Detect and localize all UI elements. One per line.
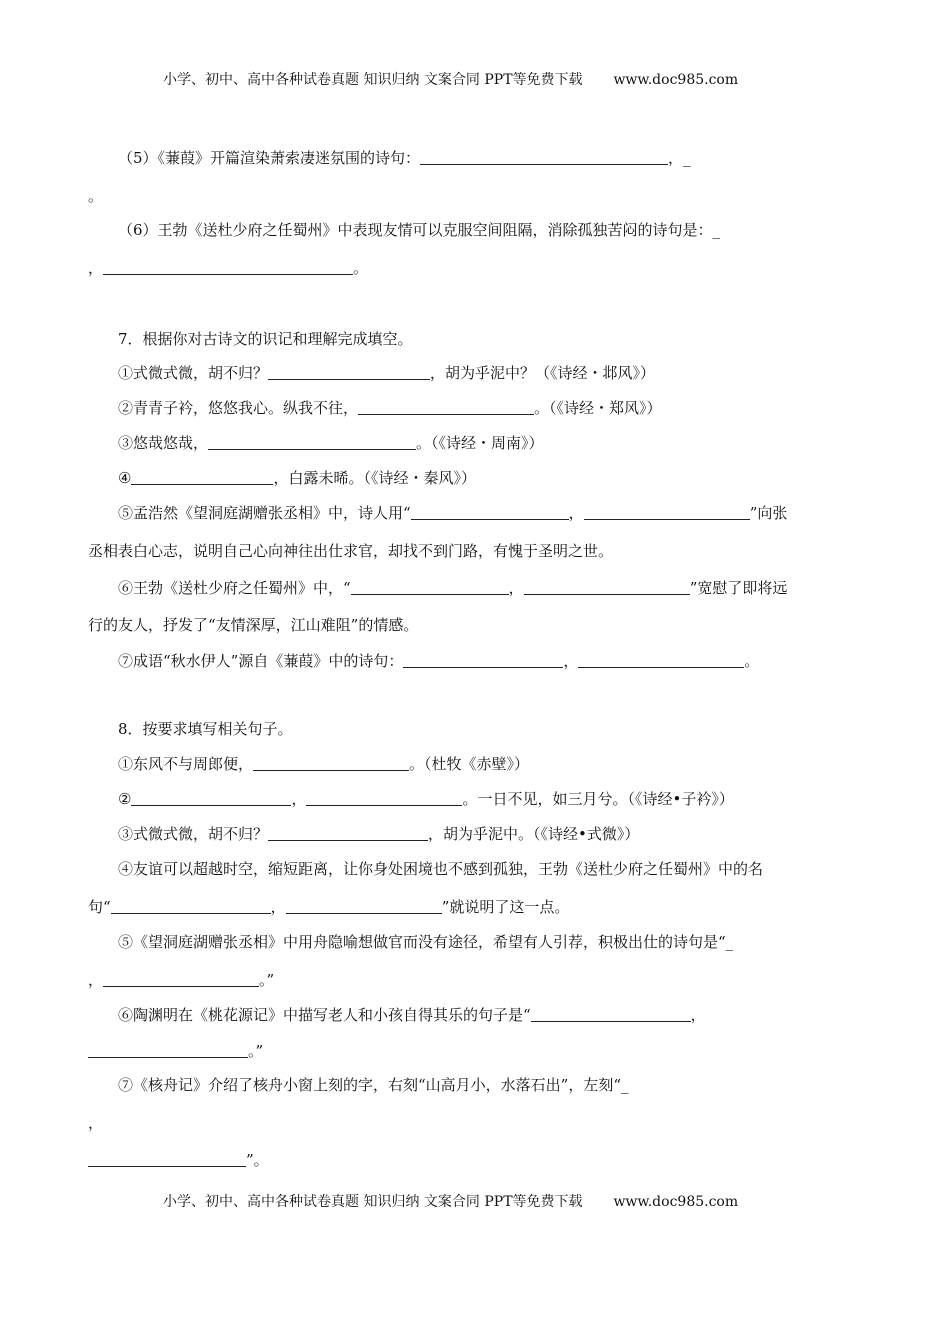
q7-item7: ⑦成语“秋水伊人”源自《蒹葭》中的诗句： ， 。 — [118, 652, 760, 670]
q7-item6-cont: 行的友人，抒发了“友情深厚，江山难阻”的情感。 — [88, 616, 419, 634]
q7-item2: ②青青子衿，悠悠我心。纵我不往， 。（《诗经・郑风》） — [118, 399, 662, 417]
q8-item1: ①东风不与周郎便， 。（杜牧《赤壁》） — [118, 755, 530, 773]
answer-blank[interactable] — [208, 435, 416, 450]
answer-blank[interactable] — [268, 365, 430, 380]
q8-item7: ⑦《核舟记》介绍了核舟小窗上刻的字，右刻“山高月小，水落石出”，左刻“_ — [118, 1076, 629, 1094]
answer-blank[interactable] — [351, 580, 509, 595]
answer-blank[interactable] — [524, 580, 690, 595]
q8-item7-cont: ”。 — [88, 1150, 269, 1170]
answer-blank[interactable] — [103, 260, 353, 275]
header-text: 小学、初中、高中各种试卷真题 知识归纳 文案合同 PPT等免费下载 — [163, 72, 583, 88]
q6-item6-cont: ， 。 — [88, 259, 369, 277]
answer-blank[interactable] — [88, 1152, 246, 1167]
q8-item6-cont: 。” — [88, 1041, 263, 1061]
q6-item5-end: 。 — [88, 187, 104, 205]
answer-blank[interactable] — [131, 470, 273, 485]
q8-item6: ⑥陶渊明在《桃花源记》中描写老人和小孩自得其乐的句子是“ ， — [118, 1006, 706, 1024]
answer-blank[interactable] — [411, 505, 569, 520]
answer-blank[interactable] — [578, 653, 744, 668]
answer-blank[interactable] — [531, 1007, 691, 1022]
footer-text: 小学、初中、高中各种试卷真题 知识归纳 文案合同 PPT等免费下载 — [163, 1194, 583, 1210]
q6-item6: （6）王勃《送杜少府之任蜀州》中表现友情可以克服空间阻隔，消除孤独苦闷的诗句是：_ — [118, 221, 721, 239]
answer-blank[interactable] — [306, 791, 462, 806]
page-footer — [163, 1192, 738, 1212]
answer-blank[interactable] — [403, 653, 563, 668]
q7-item5: ⑤孟浩然《望洞庭湖赠张丞相》中，诗人用“ ， ”向张 — [118, 504, 788, 522]
q7-item5-cont: 丞相表白心志，说明自己心向神往出仕求官，却找不到门路，有愧于圣明之世。 — [88, 542, 614, 560]
q8-item5: ⑤《望洞庭湖赠张丞相》中用舟隐喻想做官而没有途径，希望有人引荐，积极出仕的诗句是“_ — [118, 933, 734, 951]
q6-item5: （5）《蒹葭》开篇渲染萧索凄迷氛围的诗句： ，_ — [118, 149, 691, 167]
answer-blank[interactable] — [103, 972, 259, 987]
q7-item3: ③悠哉悠哉， 。（《诗经・周南》） — [118, 434, 544, 452]
q8-item7-comma: ， — [88, 1114, 104, 1132]
q7-title: 7．根据你对古诗文的识记和理解完成填空。 — [118, 330, 413, 348]
answer-blank[interactable] — [253, 756, 409, 771]
answer-blank[interactable] — [88, 1043, 248, 1058]
answer-blank[interactable] — [358, 400, 534, 415]
q8-item5-cont: ， 。” — [88, 971, 275, 989]
q7-item1: ①式微式微，胡不归？ ，胡为乎泥中？（《诗经・邶风》） — [118, 364, 656, 382]
footer-url: www.doc985.com — [613, 1194, 739, 1210]
q8-item4-cont: 句“ ， ”就说明了这一点。 — [88, 898, 570, 916]
header-url: www.doc985.com — [613, 72, 739, 88]
q8-item4: ④友谊可以超越时空，缩短距离，让你身处困境也不感到孤独，王勃《送杜少府之任蜀州》中的名 — [118, 860, 764, 878]
q7-item4: ④ ，白露未晞。（《诗经・秦风》） — [118, 469, 476, 487]
answer-blank[interactable] — [286, 899, 442, 914]
answer-blank[interactable] — [111, 899, 271, 914]
answer-blank[interactable] — [584, 505, 750, 520]
page-header — [163, 70, 738, 90]
q8-title: 8．按要求填写相关句子。 — [118, 720, 293, 738]
q7-item6: ⑥王勃《送杜少府之任蜀州》中，“ ， ”宽慰了即将远 — [118, 579, 788, 597]
answer-blank[interactable] — [420, 150, 668, 165]
q8-item2: ② ， 。一日不见，如三月兮。（《诗经•子衿》） — [118, 790, 734, 808]
answer-blank[interactable] — [131, 791, 291, 806]
q8-item3: ③式微式微，胡不归？ ，胡为乎泥中。（《诗经•式微》） — [118, 825, 640, 843]
answer-blank[interactable] — [268, 826, 428, 841]
